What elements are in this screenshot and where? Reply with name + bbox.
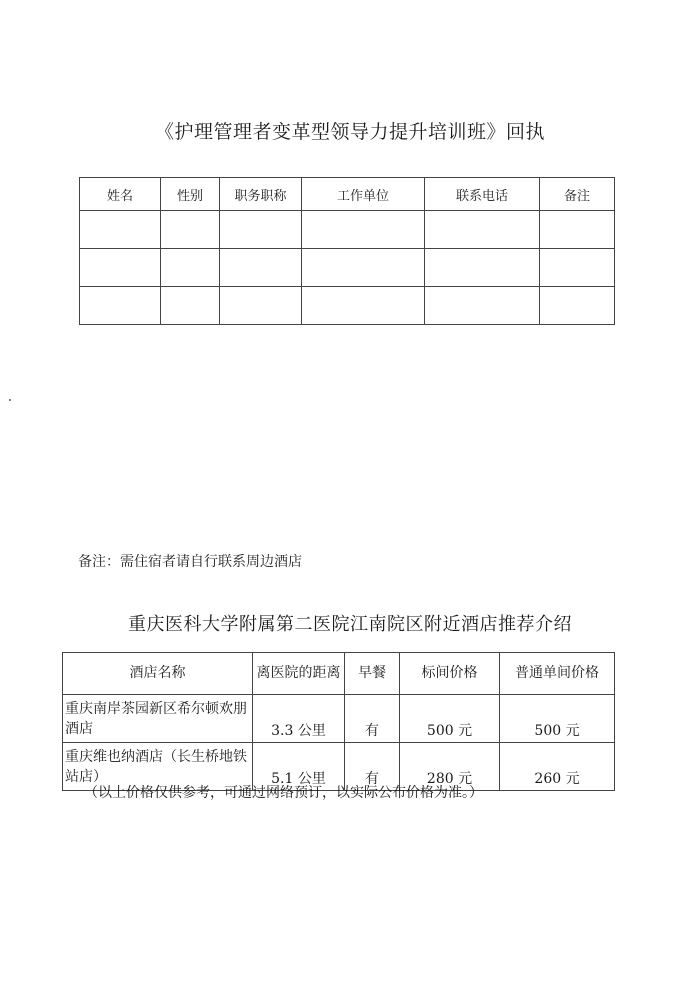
accommodation-note: 备注：需住宿者请自行联系周边酒店 — [78, 554, 302, 570]
form-cell[interactable] — [302, 211, 425, 249]
header-title: 职务职称 — [220, 178, 302, 211]
hotel-breakfast: 有 — [345, 743, 400, 791]
header-distance: 离医院的距离 — [253, 653, 345, 695]
hotel-breakfast: 有 — [345, 695, 400, 743]
hotels-header-row — [63, 653, 615, 695]
form-cell[interactable] — [540, 249, 615, 287]
form-cell[interactable] — [161, 287, 220, 325]
header-phone: 联系电话 — [425, 178, 540, 211]
reply-form-header-row — [80, 178, 615, 211]
price-footnote: （以上价格仅供参考，可通过网络预订，以实际公布价格为准。） — [84, 785, 483, 801]
form-cell[interactable] — [220, 249, 302, 287]
hotel-name: 重庆维也纳酒店（长生桥地铁站店） — [63, 743, 253, 791]
table-row — [63, 695, 615, 743]
form-cell[interactable] — [540, 211, 615, 249]
form-cell[interactable] — [80, 211, 161, 249]
table-row — [80, 211, 615, 249]
hotels-title: 重庆医科大学附属第二医院江南院区附近酒店推荐介绍 — [128, 614, 572, 635]
form-cell[interactable] — [220, 287, 302, 325]
header-name: 姓名 — [80, 178, 161, 211]
header-single-price: 普通单间价格 — [500, 653, 615, 695]
header-gender: 性别 — [161, 178, 220, 211]
hotels-table — [62, 652, 615, 791]
hotel-single-price: 260 元 — [500, 743, 615, 791]
hotel-distance: 3.3 公里 — [253, 695, 345, 743]
form-cell[interactable] — [161, 249, 220, 287]
form-cell[interactable] — [80, 287, 161, 325]
reply-form-table — [79, 177, 615, 325]
form-cell[interactable] — [302, 287, 425, 325]
table-row — [80, 249, 615, 287]
hotel-standard-price: 280 元 — [400, 743, 500, 791]
scan-speck — [9, 399, 11, 401]
hotel-name: 重庆南岸茶园新区希尔顿欢朋酒店 — [63, 695, 253, 743]
header-employer: 工作单位 — [302, 178, 425, 211]
form-cell[interactable] — [425, 287, 540, 325]
hotel-single-price: 500 元 — [500, 695, 615, 743]
form-cell[interactable] — [302, 249, 425, 287]
hotel-distance: 5.1 公里 — [253, 743, 345, 791]
header-standard-price: 标间价格 — [400, 653, 500, 695]
form-cell[interactable] — [80, 249, 161, 287]
form-cell[interactable] — [425, 249, 540, 287]
form-cell[interactable] — [161, 211, 220, 249]
table-row — [80, 287, 615, 325]
form-cell[interactable] — [425, 211, 540, 249]
header-breakfast: 早餐 — [345, 653, 400, 695]
header-remarks: 备注 — [540, 178, 615, 211]
form-cell[interactable] — [540, 287, 615, 325]
header-hotel-name: 酒店名称 — [63, 653, 253, 695]
reply-form-title: 《护理管理者变革型领导力提升培训班》回执 — [154, 121, 545, 143]
hotel-standard-price: 500 元 — [400, 695, 500, 743]
form-cell[interactable] — [220, 211, 302, 249]
